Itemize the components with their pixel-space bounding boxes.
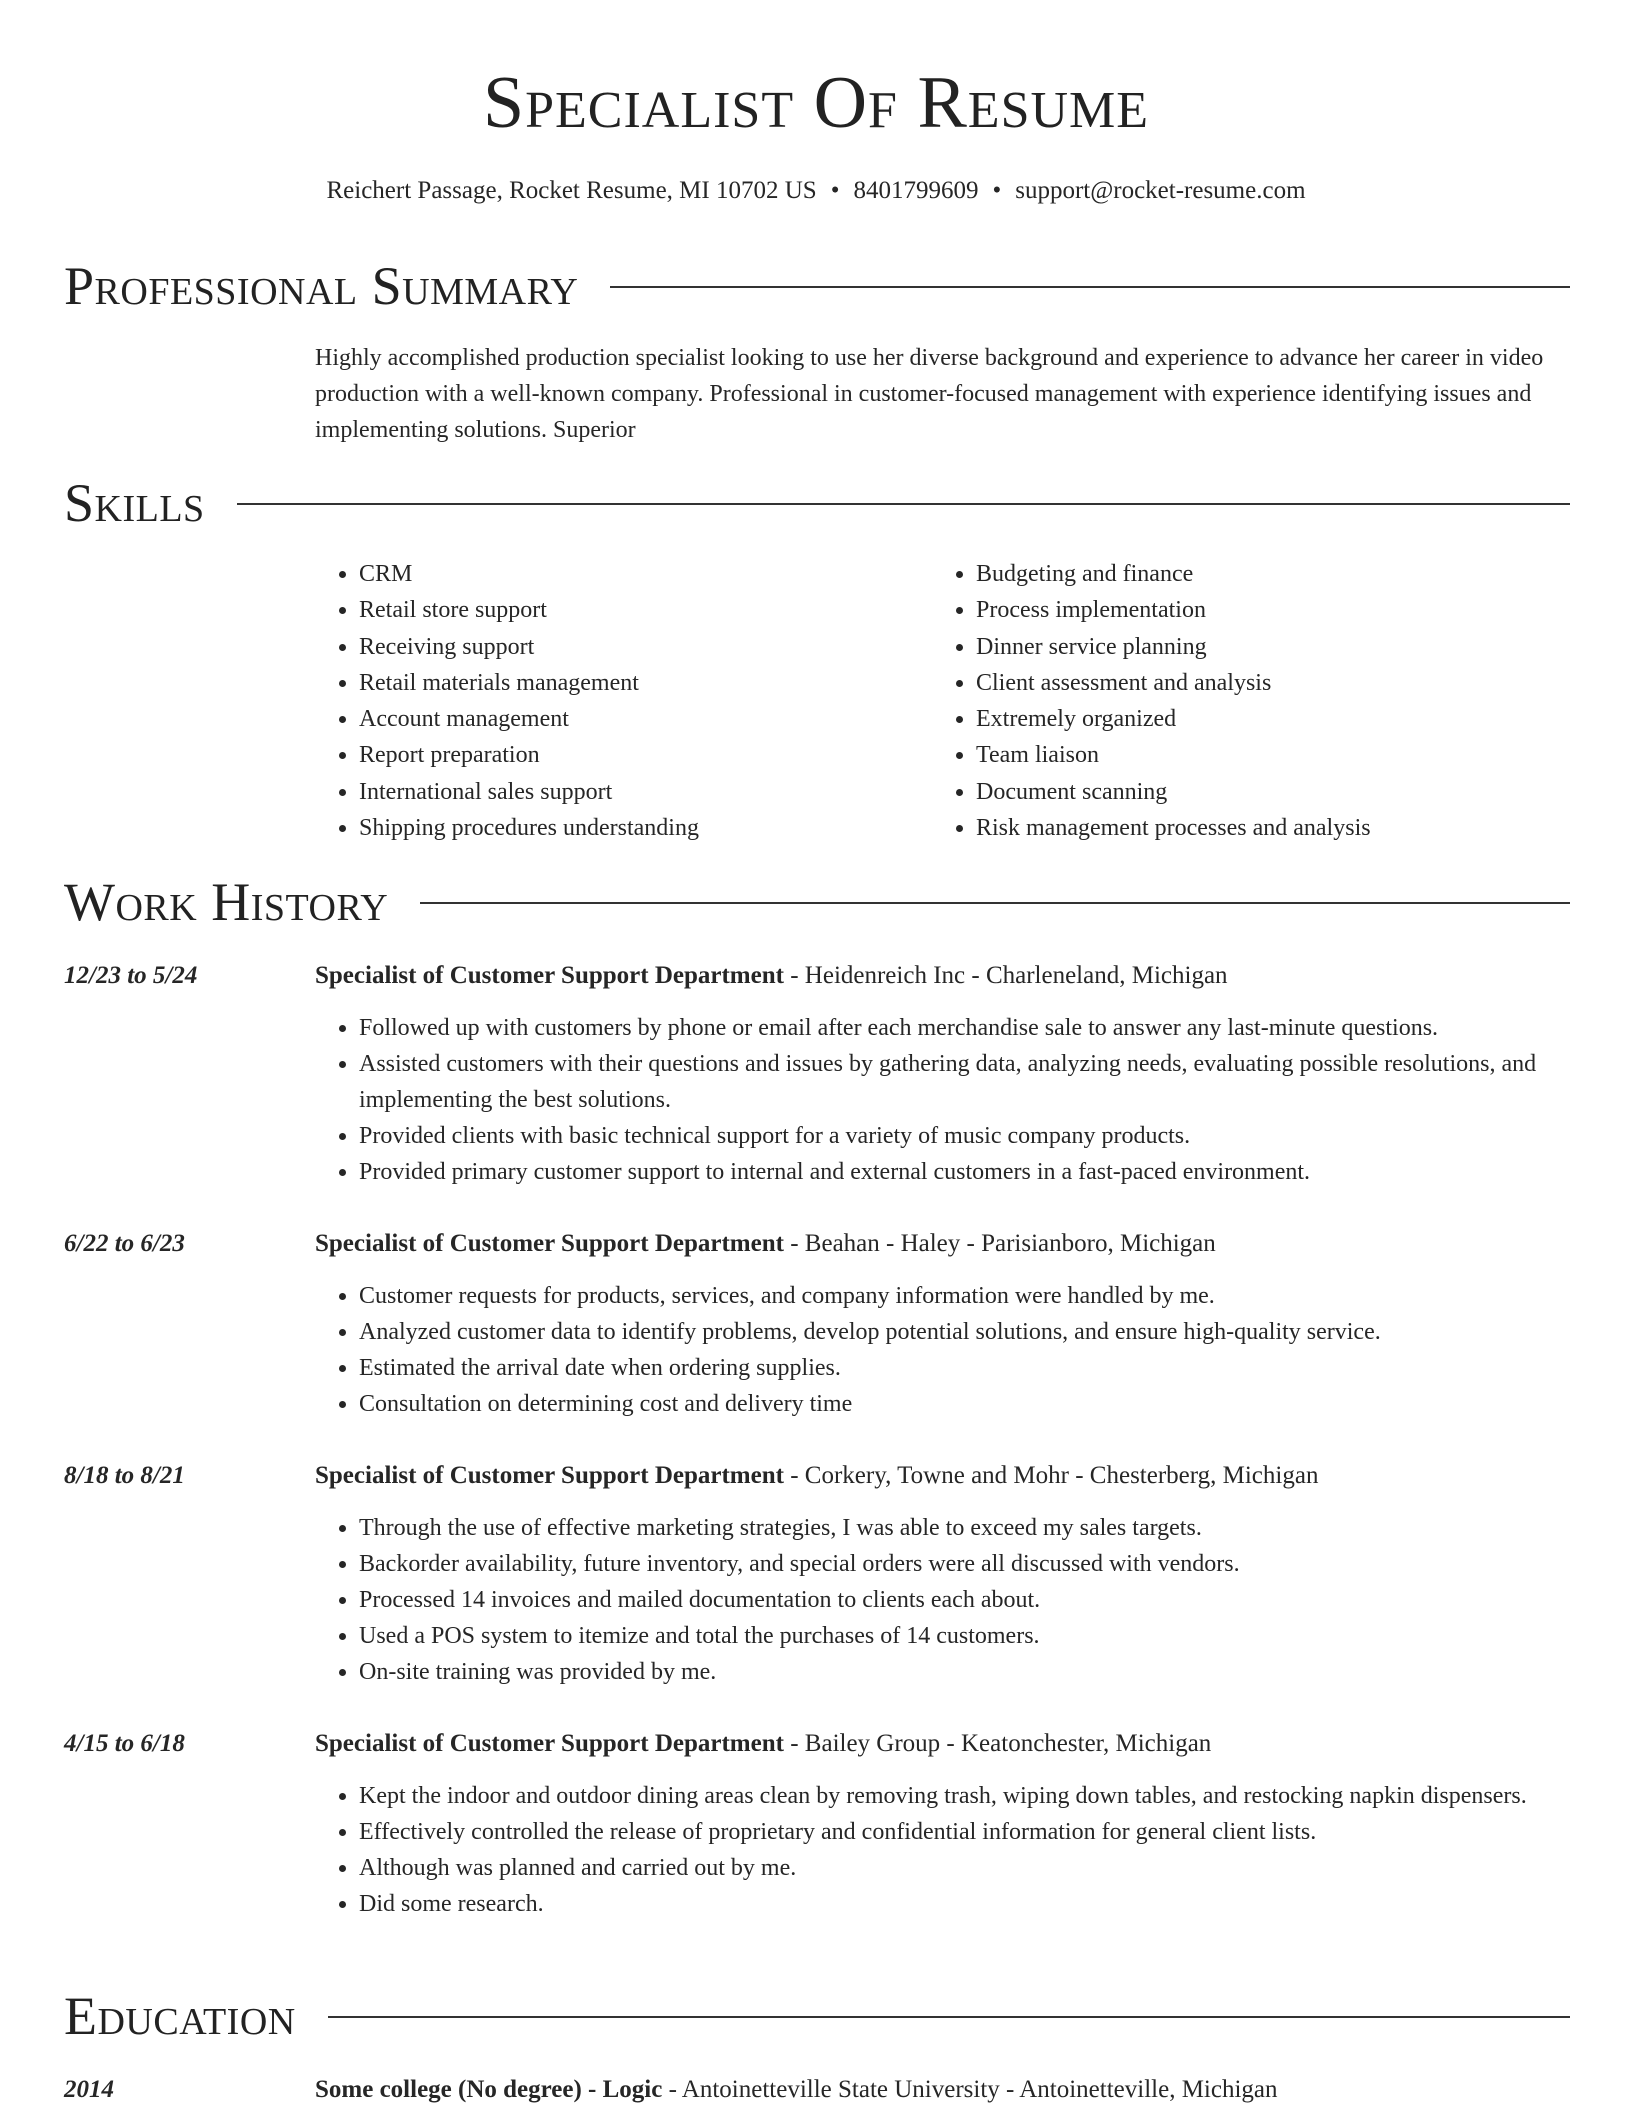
job-heading <box>315 958 1228 994</box>
job-date: 6/22 to 6/23 <box>64 1230 185 1257</box>
education-heading <box>315 2072 1278 2108</box>
section-divider <box>610 286 1570 288</box>
job-company: - Heidenreich Inc - Charleneland, Michigan <box>783 962 1228 989</box>
contact-line <box>0 174 1632 208</box>
job-bullet: • Analyzed customer data to identify problems, develop potential solutions, and ensure high-quality service. <box>359 1314 1615 1350</box>
job-bullet: • On-site training was provided by me. <box>359 1654 1615 1690</box>
skill-item: • Document scanning <box>976 774 1549 810</box>
job-title: Specialist of Customer Support Department <box>315 1230 784 1257</box>
job-title: Specialist of Customer Support Department <box>315 962 784 989</box>
job-date: 12/23 to 5/24 <box>64 962 198 989</box>
job-bullet: • Estimated the arrival date when ordering supplies. <box>359 1350 1615 1386</box>
skill-item: • Risk management processes and analysis <box>976 810 1549 846</box>
section-education-header <box>64 1981 1570 2051</box>
summary-text: Highly accomplished production specialist looking to use her diverse background and experience to advance her career in video production with a well-known company. Professional in customer-focused management with experience identifying issues and implementing solutions. Superior <box>315 345 1544 443</box>
skills-column-left <box>315 556 932 846</box>
resume-name: Specialist Of Resume <box>482 62 1150 144</box>
contact-address: Reichert Passage, Rocket Resume, MI 10702 US <box>326 177 817 204</box>
section-divider <box>420 902 1570 904</box>
section-summary-header <box>64 251 1570 321</box>
job-title: Specialist of Customer Support Department <box>315 1730 784 1757</box>
skill-item: • Dinner service planning <box>976 629 1549 665</box>
skill-item: • CRM <box>359 556 932 592</box>
job-bullet: • Although was planned and carried out by me. <box>359 1850 1615 1886</box>
job-bullet: • Kept the indoor and outdoor dining areas clean by removing trash, wiping down tables, and restocking napkin dispensers. <box>359 1778 1615 1814</box>
job-bullet: • Provided primary customer support to internal and external customers in a fast-paced environment. <box>359 1154 1615 1190</box>
contact-email: support@rocket-resume.com <box>1015 177 1306 204</box>
job-bullet: • Assisted customers with their questions and issues by gathering data, analyzing needs, evaluating possible resolutions, and implementing the best solutions. <box>359 1046 1615 1118</box>
job-company: - Beahan - Haley - Parisianboro, Michigan <box>783 1230 1216 1257</box>
job-bullets <box>315 1278 1615 1422</box>
job-bullet: • Effectively controlled the release of proprietary and confidential information for general client lists. <box>359 1814 1615 1850</box>
skill-item: • Retail store support <box>359 592 932 628</box>
job-bullet: • Used a POS system to itemize and total the purchases of 14 customers. <box>359 1618 1615 1654</box>
job-heading <box>315 1458 1318 1494</box>
contact-separator: • <box>830 177 840 204</box>
contact-separator: • <box>992 177 1002 204</box>
job-heading <box>315 1226 1216 1262</box>
section-divider <box>328 2016 1570 2018</box>
job-bullet: • Did some research. <box>359 1886 1615 1922</box>
job-bullets <box>315 1778 1615 1922</box>
job-bullet: • Backorder availability, future inventory, and special orders were all discussed with vendors. <box>359 1546 1615 1582</box>
skill-item: • Client assessment and analysis <box>976 665 1549 701</box>
skill-item: • Retail materials management <box>359 665 932 701</box>
skill-item: • Shipping procedures understanding <box>359 810 932 846</box>
job-heading <box>315 1726 1211 1762</box>
job-bullet: • Provided clients with basic technical support for a variety of music company products. <box>359 1118 1615 1154</box>
job-date: 8/18 to 8/21 <box>64 1462 185 1489</box>
job-company: - Bailey Group - Keatonchester, Michigan <box>783 1730 1212 1757</box>
job-bullet: • Customer requests for products, services, and company information were handled by me. <box>359 1278 1615 1314</box>
job-date: 4/15 to 6/18 <box>64 1730 185 1757</box>
education-school: - Antoinetteville State University - Antoinetteville, Michigan <box>662 2076 1278 2103</box>
skill-item: • Process implementation <box>976 592 1549 628</box>
skills-column-right <box>932 556 1549 846</box>
job-bullet: • Through the use of effective marketing strategies, I was able to exceed my sales targets. <box>359 1510 1615 1546</box>
skills-list <box>315 556 1575 846</box>
education-degree: Some college (No degree) - Logic <box>315 2076 663 2103</box>
section-title: Work History <box>64 872 389 932</box>
section-skills-header <box>64 468 1570 538</box>
job-company: - Corkery, Towne and Mohr - Chesterberg, Michigan <box>783 1462 1319 1489</box>
section-title: Education <box>64 1986 296 2046</box>
skill-item: • Receiving support <box>359 629 932 665</box>
skill-item: • Team liaison <box>976 737 1549 773</box>
section-divider <box>237 503 1570 505</box>
skill-item: • Report preparation <box>359 737 932 773</box>
skill-item: • Budgeting and finance <box>976 556 1549 592</box>
section-work-header <box>64 867 1570 937</box>
job-bullet: • Processed 14 invoices and mailed documentation to clients each about. <box>359 1582 1615 1618</box>
contact-phone: 8401799609 <box>853 177 979 204</box>
job-title: Specialist of Customer Support Department <box>315 1462 784 1489</box>
skill-item: • International sales support <box>359 774 932 810</box>
job-bullets <box>315 1510 1615 1690</box>
skill-item: • Account management <box>359 701 932 737</box>
job-bullet: • Consultation on determining cost and delivery time <box>359 1386 1615 1422</box>
section-title: Skills <box>64 473 205 533</box>
education-date: 2014 <box>64 2076 114 2103</box>
job-bullets <box>315 1010 1615 1190</box>
section-title: Professional Summary <box>64 256 579 316</box>
skill-item: • Extremely organized <box>976 701 1549 737</box>
job-bullet: • Followed up with customers by phone or email after each merchandise sale to answer any last-minute questions. <box>359 1010 1615 1046</box>
